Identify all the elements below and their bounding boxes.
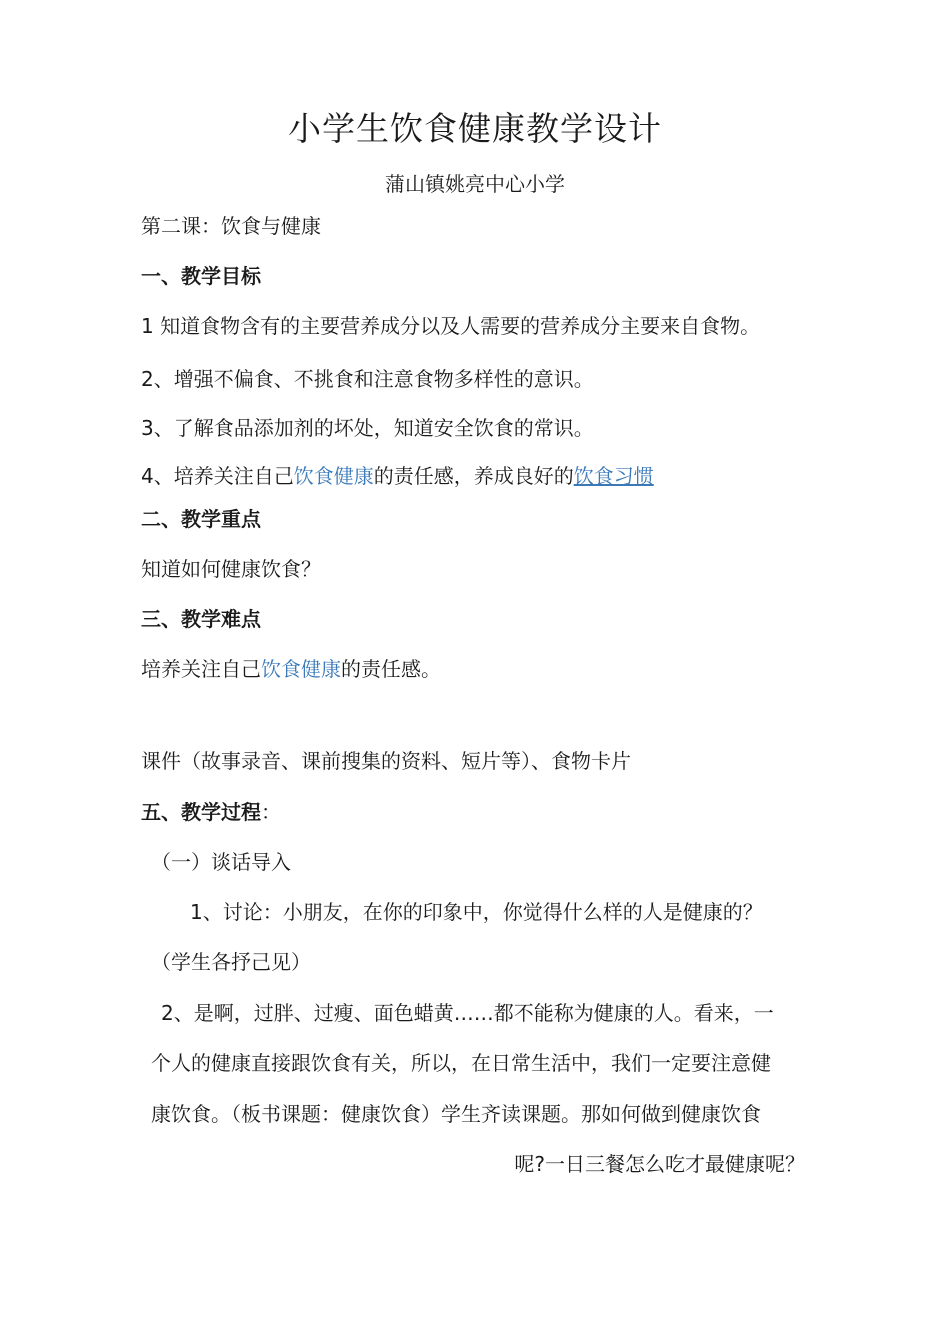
student-reply: （学生各抒己见） <box>151 950 311 974</box>
section-heading-process <box>141 798 281 826</box>
section-heading-goals: 一、教学目标 <box>141 264 261 288</box>
goal-item-2: 2、增强不偏食、不挑食和注意食物多样性的意识。 <box>141 367 594 391</box>
section-heading-difficulties: 三、教学难点 <box>141 607 261 631</box>
goal-4-text-a: 4、培养关注自己 <box>141 464 294 488</box>
difficulty-text-b: 的责任感。 <box>341 657 441 681</box>
difficulty-text <box>141 655 441 683</box>
paragraph-2-line-1: 2、是啊，过胖、过瘦、面色蜡黄……都不能称为健康的人。看来，一 <box>161 1001 774 1025</box>
goal-item-4 <box>141 462 654 490</box>
eating-habits-link[interactable]: 饮食习惯 <box>573 464 654 488</box>
discussion-question: 1、讨论：小朋友，在你的印象中，你觉得什么样的人是健康的？ <box>190 900 763 924</box>
goal-item-3: 3、了解食品添加剂的坏处，知道安全饮食的常识。 <box>141 416 594 440</box>
paragraph-2-line-3: 康饮食。（板书课题：健康饮食）学生齐读课题。那如何做到健康饮食 <box>151 1102 761 1126</box>
difficulty-text-a: 培养关注自己 <box>141 657 261 681</box>
goal-item-1: 1 知道食物含有的主要营养成分以及人需要的营养成分主要来自食物。 <box>141 314 761 338</box>
diet-health-link[interactable]: 饮食健康 <box>293 464 374 488</box>
diet-health-link-2[interactable]: 饮食健康 <box>261 657 341 681</box>
process-heading-text: 五、教学过程 <box>141 800 261 824</box>
lesson-title: 第二课：饮食与健康 <box>141 214 321 238</box>
section-heading-key-points: 二、教学重点 <box>141 507 261 531</box>
goal-4-text-b: 的责任感，养成良好的 <box>373 464 574 488</box>
part-1-heading: （一）谈话导入 <box>151 850 291 874</box>
school-name: 蒲山镇姚亮中心小学 <box>385 172 565 196</box>
document-title: 小学生饮食健康教学设计 <box>288 109 662 148</box>
materials-text: 课件（故事录音、课前搜集的资料、短片等）、食物卡片 <box>141 749 631 773</box>
paragraph-2-line-2: 个人的健康直接跟饮食有关，所以，在日常生活中，我们一定要注意健 <box>151 1051 771 1075</box>
paragraph-2-line-4: 呢?一日三餐怎么吃才最健康呢？ <box>514 1152 805 1176</box>
key-point-text: 知道如何健康饮食？ <box>141 557 321 581</box>
process-heading-colon: ： <box>261 800 281 824</box>
